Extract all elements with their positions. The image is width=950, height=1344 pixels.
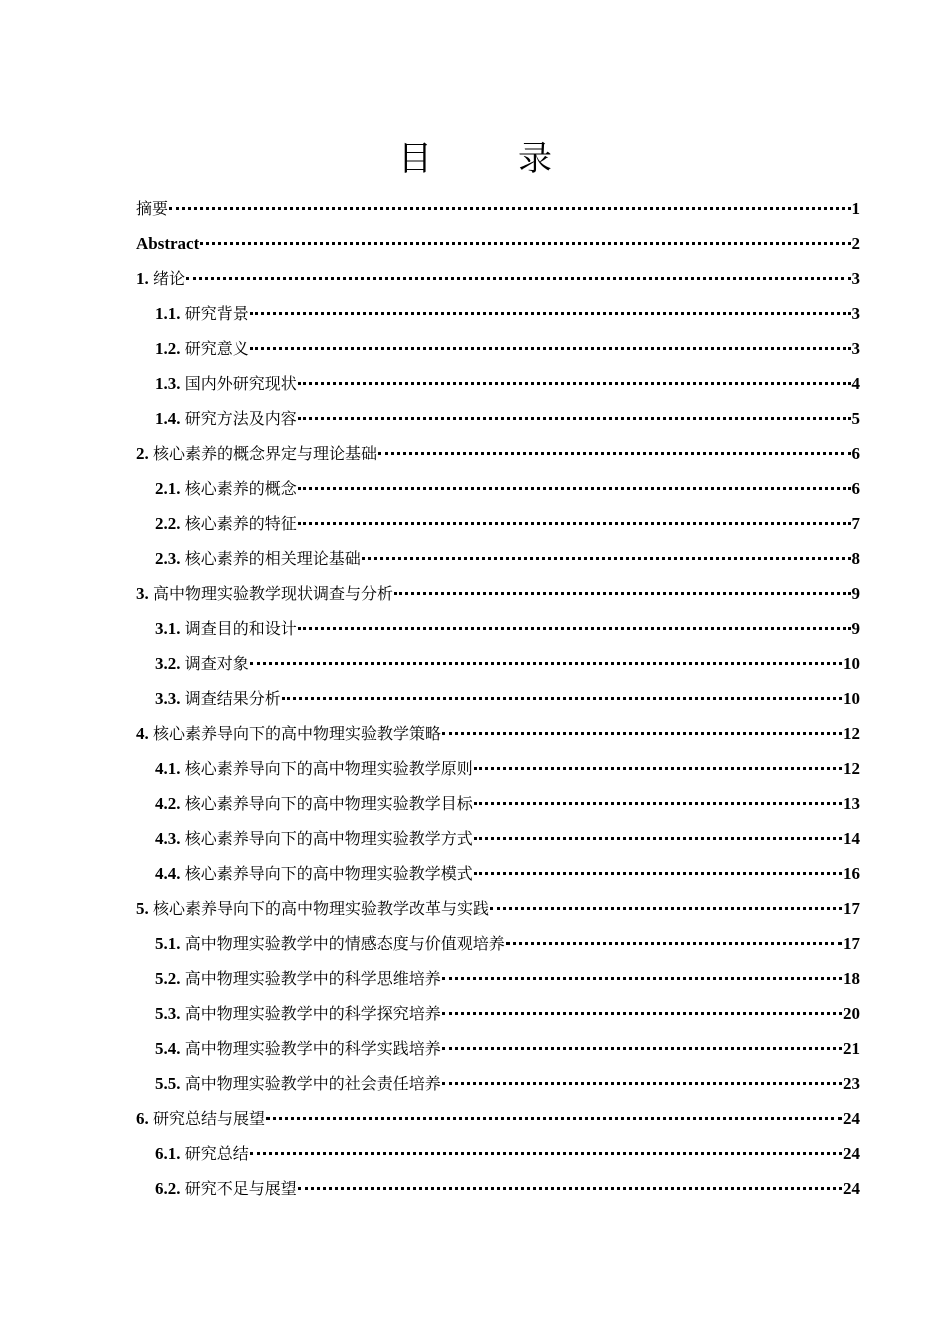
toc-entry-text: 高中物理实验教学现状调查与分析 [153, 584, 394, 603]
toc-entry-text: 研究背景 [184, 304, 249, 323]
toc-entry-label [155, 541, 361, 576]
toc-entry-text: 高中物理实验教学中的科学探究培养 [184, 1004, 441, 1023]
toc-entry-label [155, 296, 249, 331]
toc-entry-label [155, 366, 297, 401]
toc-entry-number: 5.4. [155, 1039, 185, 1058]
dot-leader [298, 413, 851, 420]
toc-entry-page-number: 1 [851, 199, 860, 218]
toc-entry-number: 2.2. [155, 514, 185, 533]
dot-leader [474, 763, 842, 770]
toc-entry[interactable] [136, 366, 860, 401]
toc-entry-label [155, 681, 281, 716]
dot-leader [250, 658, 842, 665]
toc-list [136, 191, 860, 1206]
dot-leader [200, 238, 850, 245]
toc-entry[interactable] [136, 436, 860, 471]
toc-entry[interactable] [136, 1136, 860, 1171]
toc-entry-page-number: 17 [843, 934, 860, 953]
toc-entry-page-number: 10 [843, 689, 860, 708]
toc-entry-page-number: 9 [851, 584, 860, 603]
toc-entry-text: 高中物理实验教学中的情感态度与价值观培养 [184, 934, 505, 953]
dot-leader [442, 1008, 842, 1015]
toc-entry-page-number: 8 [851, 549, 860, 568]
toc-entry-page-number: 7 [851, 514, 860, 533]
toc-entry-label [155, 646, 249, 681]
toc-entry-label [136, 891, 489, 926]
toc-entry[interactable] [136, 716, 860, 751]
toc-entry-page-number: 17 [843, 899, 860, 918]
toc-entry-page-number: 16 [843, 864, 860, 883]
toc-entry-label [155, 996, 441, 1031]
toc-entry-number: 1.2. [155, 339, 185, 358]
toc-entry-number: 3.1. [155, 619, 185, 638]
toc-entry-page-number: 18 [843, 969, 860, 988]
toc-entry-page-number: 6 [851, 479, 860, 498]
toc-entry-page-number: 12 [843, 759, 860, 778]
toc-entry-number: 1. [136, 269, 153, 288]
dot-leader [266, 1113, 842, 1120]
toc-entry-number: 3.3. [155, 689, 185, 708]
dot-leader [362, 553, 851, 560]
toc-entry-text: 核心素养的概念界定与理论基础 [153, 444, 378, 463]
toc-entry[interactable] [136, 191, 860, 226]
toc-entry[interactable] [136, 401, 860, 436]
toc-entry[interactable] [136, 576, 860, 611]
toc-entry-label [136, 436, 377, 471]
toc-entry-number: 5.1. [155, 934, 185, 953]
toc-entry-number: 4.2. [155, 794, 185, 813]
toc-entry-label [136, 716, 441, 751]
toc-entry[interactable] [136, 296, 860, 331]
toc-entry-label [155, 611, 297, 646]
toc-entry[interactable] [136, 1031, 860, 1066]
toc-entry-text: 研究意义 [184, 339, 249, 358]
toc-entry-label [155, 331, 249, 366]
toc-entry-text: 调查目的和设计 [184, 619, 297, 638]
toc-entry[interactable] [136, 261, 860, 296]
toc-entry-text: 核心素养导向下的高中物理实验教学目标 [184, 794, 473, 813]
toc-entry-text: 研究总结 [184, 1144, 249, 1163]
toc-entry-number: 6.2. [155, 1179, 185, 1198]
toc-entry[interactable] [136, 541, 860, 576]
toc-entry-page-number: 13 [843, 794, 860, 813]
toc-entry-page-number: 24 [843, 1179, 860, 1198]
toc-entry-page-number: 9 [851, 619, 860, 638]
toc-entry[interactable] [136, 751, 860, 786]
toc-entry[interactable] [136, 821, 860, 856]
toc-entry-text: 调查对象 [184, 654, 249, 673]
dot-leader [506, 938, 842, 945]
toc-entry-number: 4.4. [155, 864, 185, 883]
dot-leader [282, 693, 842, 700]
dot-leader [169, 203, 850, 210]
toc-entry-number: 4. [136, 724, 153, 743]
toc-entry-text: 调查结果分析 [184, 689, 281, 708]
dot-leader [298, 623, 851, 630]
toc-entry-text: 核心素养的概念 [184, 479, 297, 498]
toc-entry-page-number: 2 [851, 234, 860, 253]
toc-entry-number: 2.1. [155, 479, 185, 498]
toc-entry-page-number: 21 [843, 1039, 860, 1058]
dot-leader [298, 518, 851, 525]
toc-entry-page-number: 24 [843, 1109, 860, 1128]
toc-entry-page-number: 3 [851, 269, 860, 288]
toc-entry-label [155, 1171, 297, 1206]
toc-entry[interactable] [136, 646, 860, 681]
toc-entry-page-number: 5 [851, 409, 860, 428]
dot-leader [250, 343, 851, 350]
toc-entry-page-number: 20 [843, 1004, 860, 1023]
toc-entry-text: 研究总结与展望 [153, 1109, 266, 1128]
toc-entry-label [136, 226, 199, 261]
dot-leader [298, 378, 851, 385]
toc-entry-text: 高中物理实验教学中的社会责任培养 [184, 1074, 441, 1093]
toc-entry-label [155, 401, 297, 436]
toc-entry-number: 1.1. [155, 304, 185, 323]
dot-leader [298, 1183, 842, 1190]
toc-entry-text: 核心素养导向下的高中物理实验教学策略 [153, 724, 442, 743]
dot-leader [474, 833, 842, 840]
toc-entry-number: 2.3. [155, 549, 185, 568]
toc-entry-label [155, 506, 297, 541]
toc-entry-label [155, 1136, 249, 1171]
toc-entry-text: 国内外研究现状 [184, 374, 297, 393]
toc-entry-text: 研究方法及内容 [184, 409, 297, 428]
toc-entry-label [155, 471, 297, 506]
toc-entry-label [155, 1031, 441, 1066]
toc-entry[interactable] [136, 1171, 860, 1206]
dot-leader [394, 588, 850, 595]
toc-entry[interactable] [136, 611, 860, 646]
dot-leader [474, 798, 842, 805]
toc-entry-label [136, 261, 185, 296]
toc-entry-text: 高中物理实验教学中的科学思维培养 [184, 969, 441, 988]
toc-entry-number: 6.1. [155, 1144, 185, 1163]
toc-entry-text: 核心素养导向下的高中物理实验教学原则 [184, 759, 473, 778]
toc-entry-page-number: 3 [851, 339, 860, 358]
toc-entry-label [136, 191, 168, 226]
toc-entry-label [136, 1101, 265, 1136]
dot-leader [442, 973, 842, 980]
toc-entry-text: 核心素养的特征 [184, 514, 297, 533]
toc-entry-number: 5.5. [155, 1074, 185, 1093]
dot-leader [186, 273, 850, 280]
toc-entry[interactable] [136, 786, 860, 821]
dot-leader [378, 448, 850, 455]
toc-entry-page-number: 24 [843, 1144, 860, 1163]
toc-entry-page-number: 4 [851, 374, 860, 393]
toc-entry-number: 5.3. [155, 1004, 185, 1023]
toc-entry-number: 1.3. [155, 374, 185, 393]
toc-entry-text: 高中物理实验教学中的科学实践培养 [184, 1039, 441, 1058]
toc-entry[interactable] [136, 961, 860, 996]
toc-entry-text: 核心素养导向下的高中物理实验教学模式 [184, 864, 473, 883]
toc-entry-number: 1.4. [155, 409, 185, 428]
toc-entry-page-number: 10 [843, 654, 860, 673]
toc-entry[interactable] [136, 1101, 860, 1136]
toc-entry-number: 2. [136, 444, 153, 463]
toc-title: 目 录 [398, 139, 578, 179]
toc-entry-label [155, 1066, 441, 1101]
toc-entry-page-number: 14 [843, 829, 860, 848]
toc-entry-number: 4.1. [155, 759, 185, 778]
dot-leader [298, 483, 851, 490]
toc-entry-number: Abstract [136, 234, 200, 253]
dot-leader [442, 1078, 842, 1085]
toc-entry[interactable] [136, 856, 860, 891]
dot-leader [250, 308, 851, 315]
dot-leader [474, 868, 842, 875]
toc-entry-text: 核心素养导向下的高中物理实验教学改革与实践 [153, 899, 490, 918]
toc-entry-label [155, 751, 473, 786]
toc-entry[interactable] [136, 996, 860, 1031]
toc-entry-label [155, 961, 441, 996]
toc-entry-text: 核心素养的相关理论基础 [184, 549, 361, 568]
toc-entry-text: 研究不足与展望 [184, 1179, 297, 1198]
toc-entry-number: 5.2. [155, 969, 185, 988]
toc-entry-text: 核心素养导向下的高中物理实验教学方式 [184, 829, 473, 848]
dot-leader [442, 1043, 842, 1050]
toc-entry-label [155, 821, 473, 856]
toc-entry-label [155, 926, 505, 961]
toc-entry-label [136, 576, 393, 611]
toc-entry-number: 4.3. [155, 829, 185, 848]
toc-entry-number: 6. [136, 1109, 153, 1128]
toc-entry[interactable] [136, 926, 860, 961]
toc-entry[interactable] [136, 331, 860, 366]
toc-entry-label [155, 856, 473, 891]
toc-entry[interactable] [136, 891, 860, 926]
dot-leader [250, 1148, 842, 1155]
toc-entry-number: 5. [136, 899, 153, 918]
toc-entry[interactable] [136, 506, 860, 541]
toc-entry-page-number: 23 [843, 1074, 860, 1093]
dot-leader [442, 728, 842, 735]
toc-entry-page-number: 6 [851, 444, 860, 463]
toc-entry-number: 3. [136, 584, 153, 603]
toc-entry-text: 绪论 [153, 269, 186, 288]
toc-entry-number: 3.2. [155, 654, 185, 673]
toc-entry-page-number: 12 [843, 724, 860, 743]
toc-entry[interactable] [136, 681, 860, 716]
toc-entry-page-number: 3 [851, 304, 860, 323]
toc-entry-label [155, 786, 473, 821]
toc-entry[interactable] [136, 1066, 860, 1101]
toc-entry-text: 摘要 [136, 199, 169, 218]
toc-entry[interactable] [136, 226, 860, 261]
dot-leader [490, 903, 842, 910]
toc-entry[interactable] [136, 471, 860, 506]
